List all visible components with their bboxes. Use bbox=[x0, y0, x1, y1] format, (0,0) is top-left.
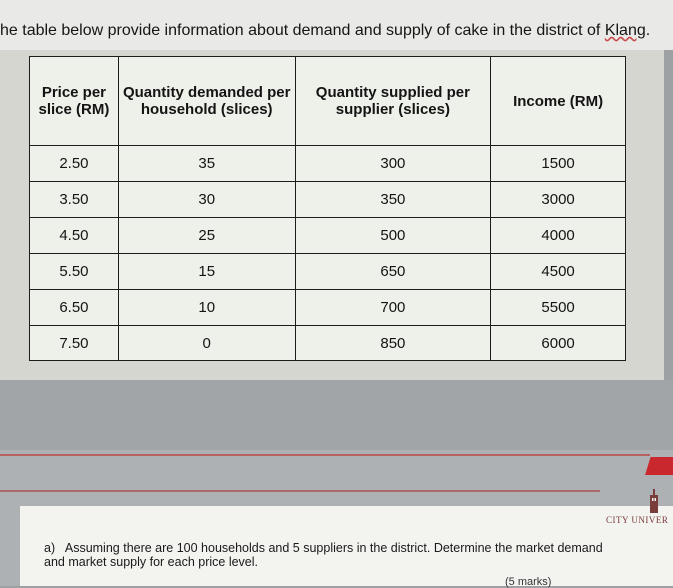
cell-income: 5500 bbox=[491, 290, 626, 326]
question-a bbox=[44, 541, 604, 569]
cell-price: 6.50 bbox=[30, 290, 119, 326]
building-icon bbox=[648, 489, 660, 513]
demand-supply-table bbox=[29, 56, 626, 361]
question-label: a) bbox=[44, 541, 56, 555]
cell-income: 1500 bbox=[491, 146, 626, 182]
cell-qs: 850 bbox=[295, 326, 491, 361]
header-quantity-demanded bbox=[118, 57, 295, 146]
cell-qs: 350 bbox=[295, 182, 491, 218]
header-income-text: Income (RM) bbox=[513, 92, 604, 110]
cell-qd: 35 bbox=[118, 146, 295, 182]
cell-qd: 25 bbox=[118, 218, 295, 254]
question-text: Assuming there are 100 households and 5 suppliers in the district. Determine the market demand and market supply for each price level. bbox=[44, 541, 603, 569]
shadow-band bbox=[0, 380, 673, 450]
cell-qs: 700 bbox=[295, 290, 491, 326]
cell-qd: 10 bbox=[118, 290, 295, 326]
cell-price: 3.50 bbox=[30, 182, 119, 218]
header-quantity-supplied bbox=[295, 57, 491, 146]
intro-end: . bbox=[645, 22, 651, 39]
cell-qd: 30 bbox=[118, 182, 295, 218]
cell-income: 3000 bbox=[491, 182, 626, 218]
header-qs-text: Quantity supplied per supplier (slices) bbox=[315, 84, 470, 118]
cell-price: 2.50 bbox=[30, 146, 119, 182]
cell-qs: 300 bbox=[295, 146, 491, 182]
cell-qd: 15 bbox=[118, 254, 295, 290]
header-price bbox=[30, 57, 119, 146]
table-row bbox=[30, 182, 626, 218]
table-row bbox=[30, 326, 626, 361]
cell-qd: 0 bbox=[118, 326, 295, 361]
red-rule-line bbox=[0, 490, 600, 492]
intro-sentence bbox=[0, 22, 673, 40]
cell-income: 6000 bbox=[491, 326, 626, 361]
cell-income: 4000 bbox=[491, 218, 626, 254]
table-row bbox=[30, 146, 626, 182]
cell-price: 5.50 bbox=[30, 254, 119, 290]
cell-qs: 500 bbox=[295, 218, 491, 254]
header-price-text: Price per slice (RM) bbox=[38, 84, 110, 118]
cell-income: 4500 bbox=[491, 254, 626, 290]
header-row bbox=[30, 57, 626, 146]
university-logo-text: CITY UNIVER bbox=[606, 515, 669, 525]
district-name: Klang bbox=[604, 22, 646, 39]
table-row bbox=[30, 290, 626, 326]
marks-label: (5 marks) bbox=[505, 576, 552, 588]
intro-text: he table below provide information about demand and supply of cake in the district of bbox=[0, 22, 605, 39]
cell-qs: 650 bbox=[295, 254, 491, 290]
cell-price: 7.50 bbox=[30, 326, 119, 361]
cell-price: 4.50 bbox=[30, 218, 119, 254]
header-qd-text: Quantity demanded per household (slices) bbox=[122, 84, 291, 118]
red-rule-line bbox=[0, 454, 650, 456]
header-income bbox=[491, 57, 626, 146]
table-row bbox=[30, 254, 626, 290]
table-row bbox=[30, 218, 626, 254]
